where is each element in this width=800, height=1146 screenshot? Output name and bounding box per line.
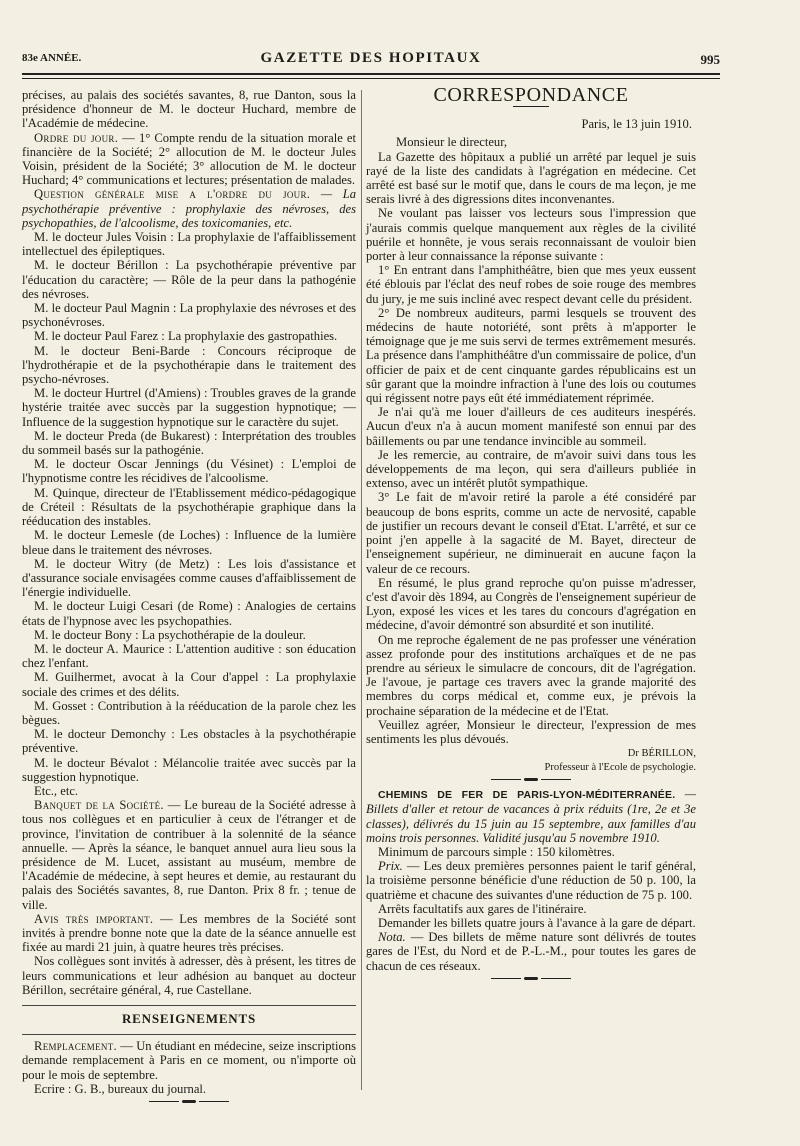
ornament-divider bbox=[366, 977, 696, 980]
list-item: M. le docteur Oscar Jennings (du Vésinet) : L'emploi de l'hypnotisme contre les récidives de l'alcoolisme. bbox=[22, 457, 356, 486]
banquet-label: Banquet de la Société. bbox=[34, 798, 164, 813]
correspondance-title: CORRESPONDANCE bbox=[433, 84, 629, 106]
signature-title: Professeur à l'Ecole de psychologie. bbox=[544, 762, 696, 774]
list-item: M. le docteur Demonchy : Les obstacles à la psychothérapie préventive. bbox=[22, 727, 356, 756]
left-column bbox=[22, 88, 356, 1109]
list-item: M. Guilhermet, avocat à la Cour d'appel : La prophylaxie sociale des crimes et des délits. bbox=[22, 670, 356, 699]
letter-date: Paris, le 13 juin 1910. bbox=[581, 117, 692, 132]
page-number: 995 bbox=[700, 52, 720, 67]
list-item: M. le docteur Bévalot : Mélancolie traitée avec succès par la suggestion hypnotique. bbox=[22, 755, 356, 784]
list-item: M. le docteur Witry (de Metz) : Les lois d'assistance et d'assurance sociale envisagées comme causes d'affaiblissement de l'énergie individuelle. bbox=[22, 556, 356, 600]
right-column bbox=[366, 84, 696, 986]
rail-paragraph bbox=[366, 787, 696, 845]
prix-text: — Les deux premières personnes paient le tarif général, la troisième personne bénéficie d'une réduction de 50 p. 100, la quatrième et chacune des suivantes d'une réduction de 75 p. 100. bbox=[366, 859, 696, 902]
issue-year: 83e ANNÉE. bbox=[22, 52, 82, 64]
column-divider bbox=[361, 90, 362, 1090]
remplacement-label: Remplacement. bbox=[34, 1039, 117, 1054]
banquet-paragraph bbox=[22, 798, 356, 912]
header-rule bbox=[22, 73, 720, 75]
signature-name: Dr BÉRILLON, bbox=[627, 748, 696, 760]
list-item: M. Gosset : Contribution à la rééducation de la parole chez les bègues. bbox=[22, 698, 356, 727]
rail-intro: — Billets d'aller et retour de vacances à prix réduits (1re, 2e et 3e classes), délivrés du 15 juin au 15 septembre, aux familles d'au moins trois personnes. Validité jusqu'au 5 novembre 1910. bbox=[366, 787, 696, 845]
list-item: M. le docteur Beni-Barde : Concours réciproque de l'hydrothérapie et de la psychothérapie dans le traitement des psycho-névroses. bbox=[22, 343, 356, 387]
rail-minimum: Minimum de parcours simple : 150 kilomètres. bbox=[378, 844, 615, 859]
journal-title: GAZETTE DES HOPITAUX bbox=[260, 50, 482, 66]
rail-heading: CHEMINS DE FER DE PARIS-LYON-MÉDITERRANÉE. bbox=[378, 789, 676, 802]
list-item: M. le docteur Preda (de Bukarest) : Interprétation des troubles du sommeil basés sur la pathogénie. bbox=[22, 428, 356, 458]
letter-paragraph: Veuillez agréer, Monsieur le directeur, l'expression de mes sentiments les plus dévoués. bbox=[366, 717, 696, 746]
nota-text: — Des billets de même nature sont délivrés de toutes gares de l'Est, du Nord et de P.-L.-M., pour toutes les gares de chacun de ces réseaux. bbox=[366, 930, 696, 973]
intro-paragraph: précises, au palais des sociétés savantes, 8, rue Danton, sous la présidence d'honneur de M. le docteur Huchard, membre de l'Académie de médecine. bbox=[22, 88, 356, 131]
ordre-text: — 1° Compte rendu de la situation morale et financière de la Société; 2° allocution de M. le docteur Jules Voisin, président de la Société; 3° allocution de M. le docteur Huchard; 4° communications et lectures; présentation de malades. bbox=[22, 130, 356, 188]
question-label: Question générale mise a l'ordre du jour. bbox=[34, 187, 311, 202]
question-generale bbox=[22, 187, 356, 230]
avis-paragraph bbox=[22, 912, 356, 955]
letter-paragraph: 1° En entrant dans l'amphithéâtre, bien que mes yeux eussent été éblouis par l'éclat des neuf robes de soie rouge des membres du jury, je me suis incliné avec respect devant celle du président. bbox=[366, 263, 696, 306]
letter-paragraph: La Gazette des hôpitaux a publié un arrêté par lequel je suis rayé de la liste des candidats à l'agrégation en médecine. Cet arrêté est basé sur le motif que, dans le cours de ma leçon, je me serais livré à des digressions dites inconvenantes. bbox=[366, 149, 696, 207]
list-item: M. le docteur Paul Farez : La prophylaxie des gastropathies. bbox=[34, 329, 338, 344]
etc-line: Etc., etc. bbox=[34, 783, 79, 798]
avis-label: Avis très important. bbox=[34, 911, 154, 926]
nota-paragraph bbox=[366, 930, 696, 973]
letter-paragraph: En résumé, le plus grand reproche qu'on puisse m'adresser, c'est d'avoir dès 1894, au Congrès de l'enseignement supérieur de Lyon, exposé les vices et les tares du concours d'agrégation en médecine, d'avoir démontré son absurdité et son inutilité. bbox=[366, 575, 696, 633]
letter-paragraph: 2° De nombreux auditeurs, parmi lesquels se trouvent des médecins de haute notoriété, sont prêts à m'apporter le témoignage que je me suis servi de termes extrêmement mesurés. La présence dans l'amphithéâtre d'un commissaire de police, d'un officier de paix et de cent cinquante gardes républicains est un sûr garant que la moindre infraction à l'une des lois ou coutumes qui régissent notre pays eût été immédiatement réprimée. bbox=[366, 305, 696, 406]
list-item: M. le docteur Luigi Cesari (de Rome) : Analogies de certains états de l'hypnose avec les psychopathies. bbox=[22, 599, 356, 628]
arrets-line: Arrêts facultatifs aux gares de l'itinéraire. bbox=[378, 901, 587, 916]
letter-paragraph: 3° Le fait de m'avoir retiré la parole a été considéré par beaucoup de bons esprits, comme un acte de nervosité, capable de justifier un recours devant le conseil d'Etat. L'arrêté, et sur ce point j'en appelle à la sagacité de M. Bayet, directeur de l'enseignement supérieur, ne diminuerait en aucune façon la valeur de ce recours. bbox=[366, 490, 696, 576]
letter-paragraph: Je n'ai qu'à me louer d'ailleurs de ces auditeurs inespérés. Aucun d'eux n'a à aucun moment manifesté son ennui par des bâillements ou par une tendance invincible au sommeil. bbox=[366, 405, 696, 448]
collegues-paragraph: Nos collègues sont invités à adresser, dès à présent, les titres de leurs communications et leur adhésion au banquet au docteur Bérillon, secrétaire général, 4, rue Castellane. bbox=[22, 954, 356, 997]
section-rule bbox=[22, 1005, 356, 1006]
ordre-du-jour bbox=[22, 131, 356, 188]
letter-paragraph: Je les remercie, au contraire, de m'avoir suivi dans tous les développements de ma leçon, qui sera d'ailleurs publiée in extenso, avec un intérêt plutôt sympathique. bbox=[366, 447, 696, 491]
ordre-label: Ordre du jour. bbox=[34, 130, 119, 145]
header-rule-thin bbox=[22, 78, 720, 79]
ornament-divider bbox=[22, 1100, 356, 1103]
list-item: M. le docteur Paul Magnin : La prophylaxie des névroses et des psychonévroses. bbox=[22, 301, 356, 330]
section-rule bbox=[22, 1034, 356, 1035]
question-text: — La psychothérapie préventive : prophylaxie des névroses, des psychopathies, de l'alcoolisme, des toxicomanies, etc. bbox=[22, 187, 356, 230]
nota-label: Nota. bbox=[378, 930, 406, 945]
ecrire-line: Ecrire : G. B., bureaux du journal. bbox=[34, 1081, 207, 1096]
renseignements-title: RENSEIGNEMENTS bbox=[121, 1011, 256, 1026]
list-item: M. Quinque, directeur de l'Etablissement médico-pédagogique de Créteil : Résultats de la psychothérapie graphique dans la rééducation des instables. bbox=[22, 485, 356, 529]
remplacement-text: — Un étudiant en médecine, seize inscriptions demande remplacement à Paris en ce moment, ou n'importe où pour le mois de septembre. bbox=[22, 1039, 356, 1082]
ornament-divider bbox=[366, 778, 696, 781]
banquet-text: — Le bureau de la Société adresse à tous nos collègues et en particulier à ceux de l'étranger et de province, l'invitation de contribuer à la solennité de la séance annuelle. — Après la séance, le banquet annuel aura lieu sous la présidence de M. Lucet, assistant au muséum, membre de l'Académie de médecine, à sept heures et demie, au restaurant du palais des Sociétés savantes, 8, rue Danton. Prix 8 fr. ; tenue de ville. bbox=[22, 798, 356, 912]
letter-salutation: Monsieur le directeur, bbox=[396, 135, 508, 150]
list-item: M. le docteur Bérillon : La psychothérapie préventive par l'éducation du caractère; — Rôle de la peur dans la pathogénie des névroses. bbox=[22, 258, 356, 301]
letter-paragraph: Ne voulant pas laisser vos lecteurs sous l'impression que j'aurais commis quelque manquement aux règles de la civilité puérile et honnête, je vous serais reconnaissant de vouloir bien porter à leur connaissance la réponse suivante : bbox=[366, 206, 696, 264]
prix-paragraph bbox=[366, 859, 696, 902]
remplacement-paragraph bbox=[22, 1039, 356, 1082]
list-item: M. le docteur Lemesle (de Loches) : Influence de la lumière bleue dans le traitement des névroses. bbox=[22, 528, 356, 557]
letter-paragraph: On me reproche également de ne pas professer une vénération assez profonde pour des institutions archaïques et de ne pas prendre au sérieux le simulacre de concours, dit de l'agrégation. Je l'avoue, je partage ces travers avec la grande majorité des membres du corps médical et, comme eux, je prévois la prochaine séparation de la médecine et de l'Etat. bbox=[366, 632, 696, 718]
demander-line: Demander les billets quatre jours à l'avance à la gare de départ. bbox=[378, 915, 696, 930]
list-item: M. le docteur Bony : La psychothérapie de la douleur. bbox=[34, 627, 306, 642]
list-item: M. le docteur Hurtrel (d'Amiens) : Troubles graves de la grande hystérie traitée avec succès par la suggestion hypnotique; — Influence de la suggestion hypnotique sur le caractère du sujet. bbox=[22, 386, 356, 429]
list-item: M. le docteur Jules Voisin : La prophylaxie de l'affaiblissement intellectuel des épileptiques. bbox=[22, 230, 356, 259]
prix-label: Prix. bbox=[378, 859, 403, 874]
avis-text: — Les membres de la Société sont invités à prendre bonne note que la date de la séance annuelle est fixée au mardi 21 juin, à quatre heures très précises. bbox=[22, 911, 356, 955]
title-rule bbox=[513, 106, 549, 107]
list-item: M. le docteur A. Maurice : L'attention auditive : son éducation chez l'enfant. bbox=[22, 641, 356, 671]
